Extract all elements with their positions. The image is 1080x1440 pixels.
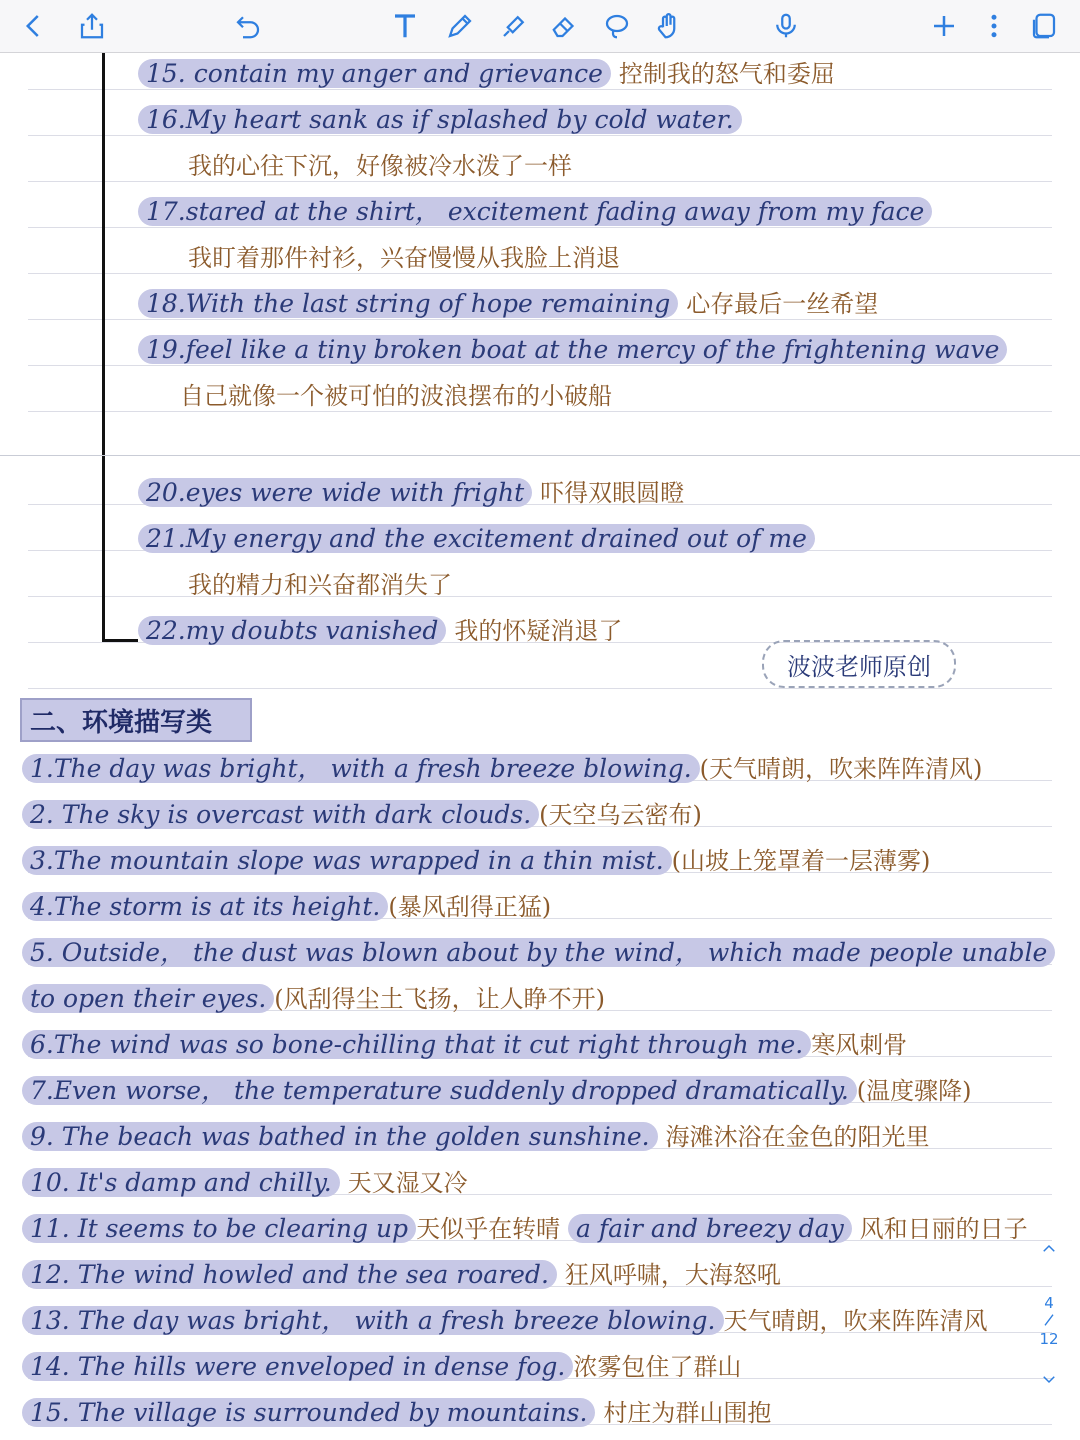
list-item: 3.The mountain slope was wrapped in a thin mist. (山坡上笼罩着一层薄雾) [22,844,930,878]
notebook-page-1[interactable] [0,53,1080,456]
bracket-foot [102,639,138,642]
chevron-left-icon[interactable] [14,6,54,46]
lasso-icon[interactable] [597,6,637,46]
list-item: 我的心往下沉，好像被冷水泼了一样 [188,152,572,180]
list-item: 6.The wind was so bone-chilling that it cut right through me. 寒风刺骨 [22,1028,907,1062]
share-icon[interactable] [72,6,112,46]
page-navigator [1036,1240,1062,1392]
list-item: 15. contain my anger and grievance 控制我的怒气和委屈 [138,57,835,91]
top-toolbar [0,0,1080,53]
chevron-down-icon[interactable] [1036,1370,1062,1392]
list-item: 12. The wind howled and the sea roared. 狂风呼啸，大海怒吼 [22,1258,781,1292]
list-item: 1.The day was bright， with a fresh breeze blowing. (天气晴朗，吹来阵阵清风) [22,752,982,786]
pen-icon[interactable] [440,6,480,46]
list-item: 22.my doubts vanished 我的怀疑消退了 [138,614,622,648]
list-item: 10. It's damp and chilly. 天又湿又冷 [22,1166,468,1200]
list-item: 2. The sky is overcast with dark clouds. (天空乌云密布) [22,798,702,832]
list-item: 5. Outside， the dust was blown about by the wind， which made people unable [22,936,1055,970]
plus-icon[interactable] [924,6,964,46]
list-item: 20.eyes were wide with fright 吓得双眼圆瞪 [138,476,684,510]
text-tool-icon[interactable] [385,6,425,46]
notebook-page-2[interactable] [0,456,1080,1440]
highlighter-icon[interactable] [494,6,534,46]
total-page-count: 12 [1039,1330,1059,1348]
section-heading: 二、环境描写类 [20,698,252,742]
list-item: 4.The storm is at its height. (暴风刮得正猛) [22,890,551,924]
bracket-line [102,456,105,642]
list-item: 19.feel like a tiny broken boat at the mercy of the frightening wave [138,333,1007,367]
current-page-number: 4 [1044,1294,1054,1312]
list-item: 14. The hills were enveloped in dense fog. 浓雾包住了群山 [22,1350,741,1384]
list-item: 我的精力和兴奋都消失了 [188,571,452,599]
hand-icon[interactable] [648,6,688,46]
list-item: 15. The village is surrounded by mountains. 村庄为群山围抱 [22,1396,771,1430]
bracket-line [102,53,105,455]
list-item: 9. The beach was bathed in the golden sunshine. 海滩沐浴在金色的阳光里 [22,1120,930,1154]
list-item: 16.My heart sank as if splashed by cold water. [138,103,742,137]
list-item: 21.My energy and the excitement drained out of me [138,522,815,556]
slash-icon [1036,1312,1062,1330]
author-stamp: 波波老师原创 [762,640,956,688]
list-item: 7.Even worse， the temperature suddenly dropped dramatically. (温度骤降) [22,1074,972,1108]
list-item: to open their eyes. (风刮得尘土飞扬，让人睁不开) [22,982,605,1016]
microphone-icon[interactable] [766,6,806,46]
pages-icon[interactable] [1024,6,1064,46]
list-item: 17.stared at the shirt， excitement fading away from my face [138,195,932,229]
list-item: 11. It seems to be clearing up 天似乎在转晴 a fair and breezy day 风和日丽的日子 [22,1212,1028,1246]
more-icon[interactable] [974,6,1014,46]
list-item: 自己就像一个被可怕的波浪摆布的小破船 [180,382,612,410]
list-item: 我盯着那件衬衫，兴奋慢慢从我脸上消退 [188,244,620,272]
list-item: 13. The day was bright， with a fresh breeze blowing. 天气晴朗，吹来阵阵清风 [22,1304,988,1338]
eraser-icon[interactable] [545,6,585,46]
list-item: 18.With the last string of hope remaining 心存最后一丝希望 [138,287,878,321]
undo-icon[interactable] [228,6,268,46]
chevron-up-icon[interactable] [1036,1240,1062,1262]
